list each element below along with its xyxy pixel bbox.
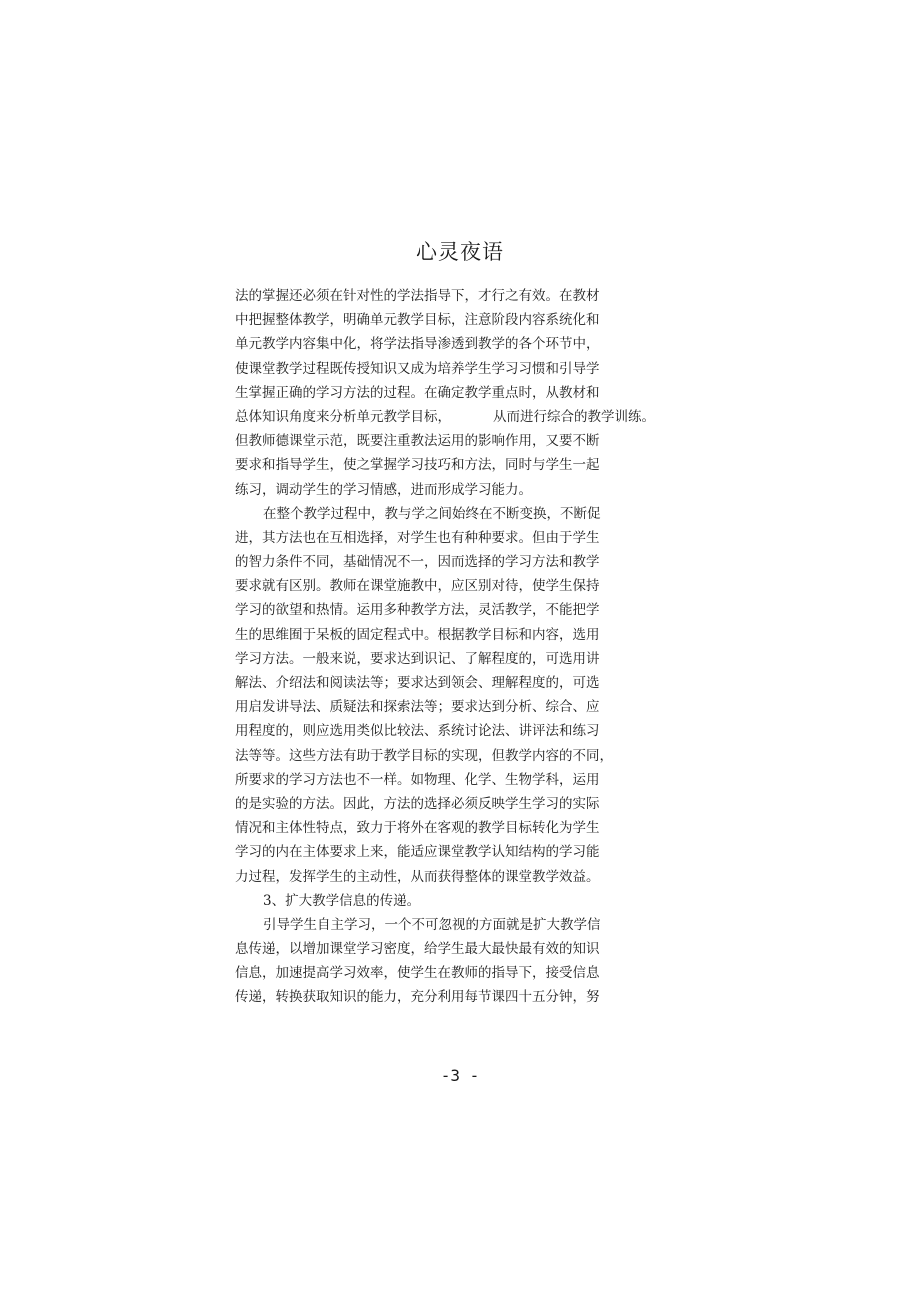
text-line: 力过程，发挥学生的主动性，从而获得整体的课堂教学效益。 [235, 868, 600, 885]
text-line: 要求就有区别。教师在课堂施教中，应区别对待，使学生保持 [235, 578, 600, 595]
text-line: 用程度的，则应选用类似比较法、系统讨论法、讲评法和练习 [235, 723, 600, 740]
text-line: 传递，转换获取知识的能力，充分利用每节课四十五分钟，努 [235, 989, 600, 1006]
text-fragment: 从而进行综合的教学训练。 [493, 408, 655, 425]
text-line: 息传递，以增加课堂学习密度，给学生最大最快最有效的知识 [235, 941, 600, 958]
text-line: 解法、介绍法和阅读法等；要求达到领会、理解程度的，可选 [235, 675, 600, 691]
text-fragment: 总体知识角度来分析单元教学目标， [235, 408, 451, 425]
text-line: 法的掌握还必须在针对性的学法指导下，才行之有效。在教材 [235, 288, 600, 304]
text-line: 单元教学内容集中化，将学法指导渗透到教学的各个环节中， [235, 336, 600, 353]
text-line: 的智力条件不同，基础情况不一，因而选择的学习方法和教学 [235, 554, 600, 571]
text-line: 生掌握正确的学习方法的过程。在确定教学重点时，从教材和 [235, 384, 600, 401]
text-line: 情况和主体性特点，致力于将外在客观的教学目标转化为学生 [235, 820, 600, 837]
text-line: 但教师德课堂示范，既要注重教法运用的影响作用，又要不断 [235, 433, 600, 450]
page-number: -3 - [440, 1066, 480, 1085]
body-text [235, 284, 655, 1010]
section-heading: 3、扩大教学信息的传递。 [263, 892, 421, 909]
text-line: 的是实验的方法。因此，方法的选择必须反映学生学习的实际 [235, 795, 600, 812]
text-line: 学习方法。一般来说，要求达到识记、了解程度的，可选用讲 [235, 650, 600, 667]
text-line: 用启发讲导法、质疑法和探索法等；要求达到分析、综合、应 [235, 699, 600, 716]
text-line: 学习的欲望和热情。运用多种教学方法，灵活教学，不能把学 [235, 602, 600, 619]
text-line: 信息，加速提高学习效率，使学生在教师的指导下，接受信息 [235, 965, 600, 982]
page-header-title: 心灵夜语 [416, 240, 504, 264]
text-line: 学习的内在主体要求上来，能适应课堂教学认知结构的学习能 [235, 844, 600, 861]
text-line: 进，其方法也在互相选择，对学生也有种种要求。但由于学生 [235, 529, 600, 546]
text-line: 练习，调动学生的学习情感，进而形成学习能力。 [235, 481, 532, 498]
paragraph-start-line: 引导学生自主学习，一个不可忽视的方面就是扩大教学信 [263, 916, 601, 933]
text-line: 生的思维囿于呆板的固定程式中。根据教学目标和内容，选用 [235, 626, 600, 643]
text-line-split [235, 405, 655, 429]
text-line: 所要求的学习方法也不一样。如物理、化学、生物学科，运用 [235, 771, 600, 788]
text-line: 要求和指导学生，使之掌握学习技巧和方法，同时与学生一起 [235, 457, 600, 474]
paragraph-start-line: 在整个教学过程中，教与学之间始终在不断变换，不断促 [263, 505, 601, 522]
text-line: 中把握整体教学，明确单元教学目标，注意阶段内容系统化和 [235, 312, 600, 329]
text-line: 使课堂教学过程既传授知识又成为培养学生学习习惯和引导学 [235, 360, 600, 377]
text-line: 法等等。这些方法有助于教学目标的实现，但教学内容的不同， [235, 747, 613, 764]
